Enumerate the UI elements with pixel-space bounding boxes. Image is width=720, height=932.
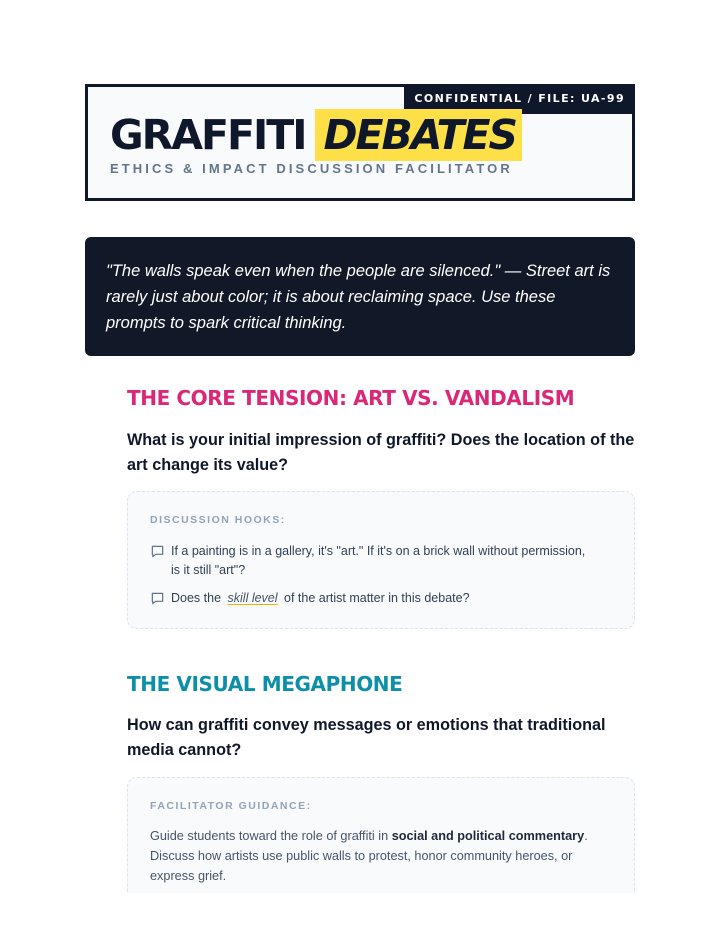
intro-quote-box [85,237,635,356]
hook-text-before: Does the [171,591,222,605]
hook-text-after: of the artist matter in this debate? [284,591,470,605]
title-word-graffiti: GRAFFITI [110,111,306,159]
hook-text: If a painting is in a gallery, it's "art." If it's on a brick wall without permission, is it still "art"? [171,544,586,577]
confidential-badge: CONFIDENTIAL / FILE: UA-99 [404,84,635,114]
facilitator-guidance-card [127,777,635,893]
list-item [150,542,590,579]
list-item [150,589,590,608]
chat-bubble-icon [150,591,165,606]
highlighted-term: skill level [227,591,278,605]
section-question-core-tension: What is your initial impression of graffiti? Does the location of the art change its value? [127,431,635,474]
guidance-text: Guide students toward the role of graffiti in social and political commentary. Discuss how artists use public walls to protest, honor community heroes, or express grief. [150,829,588,883]
page-title [110,109,522,161]
chat-bubble-icon [150,544,165,559]
card-label: DISCUSSION HOOKS: [150,514,286,526]
discussion-hooks-card [127,491,635,629]
card-label: FACILITATOR GUIDANCE: [150,800,312,812]
title-word-debates: DEBATES [315,109,522,161]
header-panel [85,84,635,201]
section-question-visual-megaphone: How can graffiti convey messages or emotions that traditional media cannot? [127,716,606,759]
intro-quote: "The walls speak even when the people are silenced." — Street art is rarely just about color; it is about reclaiming space. Use these prompts to spark critical thinking. [106,262,611,332]
section-title-core-tension: THE CORE TENSION: ART VS. VANDALISM [127,386,575,410]
page-subtitle: ETHICS & IMPACT DISCUSSION FACILITATOR [110,161,513,176]
guidance-bold: social and political commentary [391,829,585,843]
section-title-visual-megaphone: THE VISUAL MEGAPHONE [127,672,403,696]
